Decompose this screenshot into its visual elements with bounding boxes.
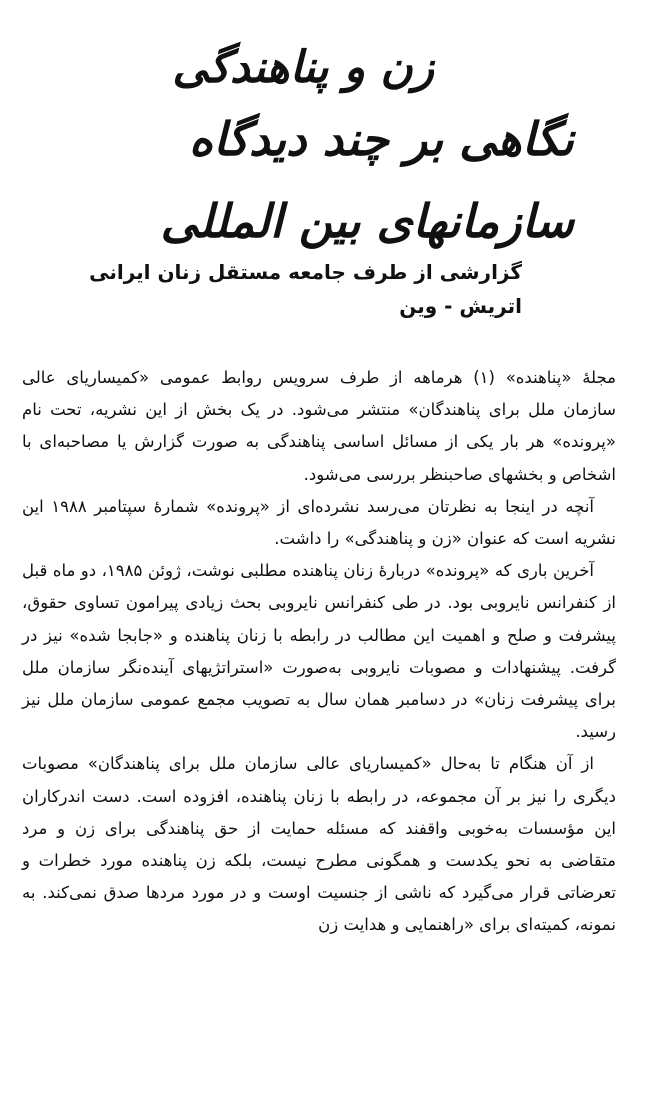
paragraph-2: آنچه در اینجا به نظرتان می‌رسد نشرده‌ای از «پرونده» شمارهٔ سپتامبر ۱۹۸۸ این نشریه است که عنوان «زن و پناهندگی» را داشت. bbox=[22, 496, 616, 549]
page-title-second-line: نگاهی بر چند دیدگاه سازمانهای بین المللی bbox=[160, 112, 574, 248]
paragraph-4: از آن هنگام تا به‌حال «کمیساریای عالی سازمان ملل برای پناهندگان» مصوبات دیگری را نیز بر آن مجموعه، در رابطه با زنان پناهنده، افزوده است. دست اندرکاران این مؤسسات به‌خوبی واقفند که مسئله حمایت از حق پناهندگی برای زن و مرد متقاضی به نحو یکدست و همگونی مطرح نیست، بلکه زن پناهنده مورد خطرات و تعرضاتی قرار می‌گیرد که ناشی از جنسیت اوست و در مورد مردها صدق نمی‌کند. به نمونه، کمیته‌ای برای «راهنمایی و هدایت زن bbox=[22, 754, 616, 935]
body-text bbox=[22, 362, 616, 942]
subtitle-block bbox=[40, 255, 522, 323]
paragraph-1: مجلهٔ «پناهنده» (۱) هرماهه از طرف سرویس روابط عمومی «کمیساریای عالی سازمان ملل برای پناهندگان» منتشر می‌شود. در یک بخش از این نشریه، تحت نام «پرونده» هر بار یکی از مسائل اساسی پناهندگی به صورت گزارش یا مصاحبه‌ای با اشخاص و بخشهای صاحبنظر بررسی می‌شود. bbox=[22, 368, 617, 484]
paragraph-3: آخرین باری که «پرونده» دربارهٔ زنان پناهنده مطلبی نوشت، ژوئن ۱۹۸۵، دو ماه قبل از کنفرانس نایروبی بود. در طی کنفرانس نایروبی بحث زیادی پیرامون تساوی حقوق، پیشرفت و صلح و اهمیت این مطالب در رابطه با زنان پناهنده و «جابجا شده» نیز در گرفت. پیشنهادات و مصوبات نایروبی به‌صورت «استراتژیهای آینده‌نگر سازمان ملل برای پیشرفت زنان» در دسامبر همان سال به تصویب مجمع عمومی سازمان ملل نیز رسید. bbox=[22, 561, 616, 742]
subtitle-location: اتریش - وین bbox=[399, 294, 522, 318]
title-block bbox=[60, 38, 594, 262]
subtitle-author: گزارشی از طرف جامعه مستقل زنان ایرانی bbox=[89, 260, 522, 284]
page-title: زن و پناهندگی bbox=[172, 42, 434, 93]
